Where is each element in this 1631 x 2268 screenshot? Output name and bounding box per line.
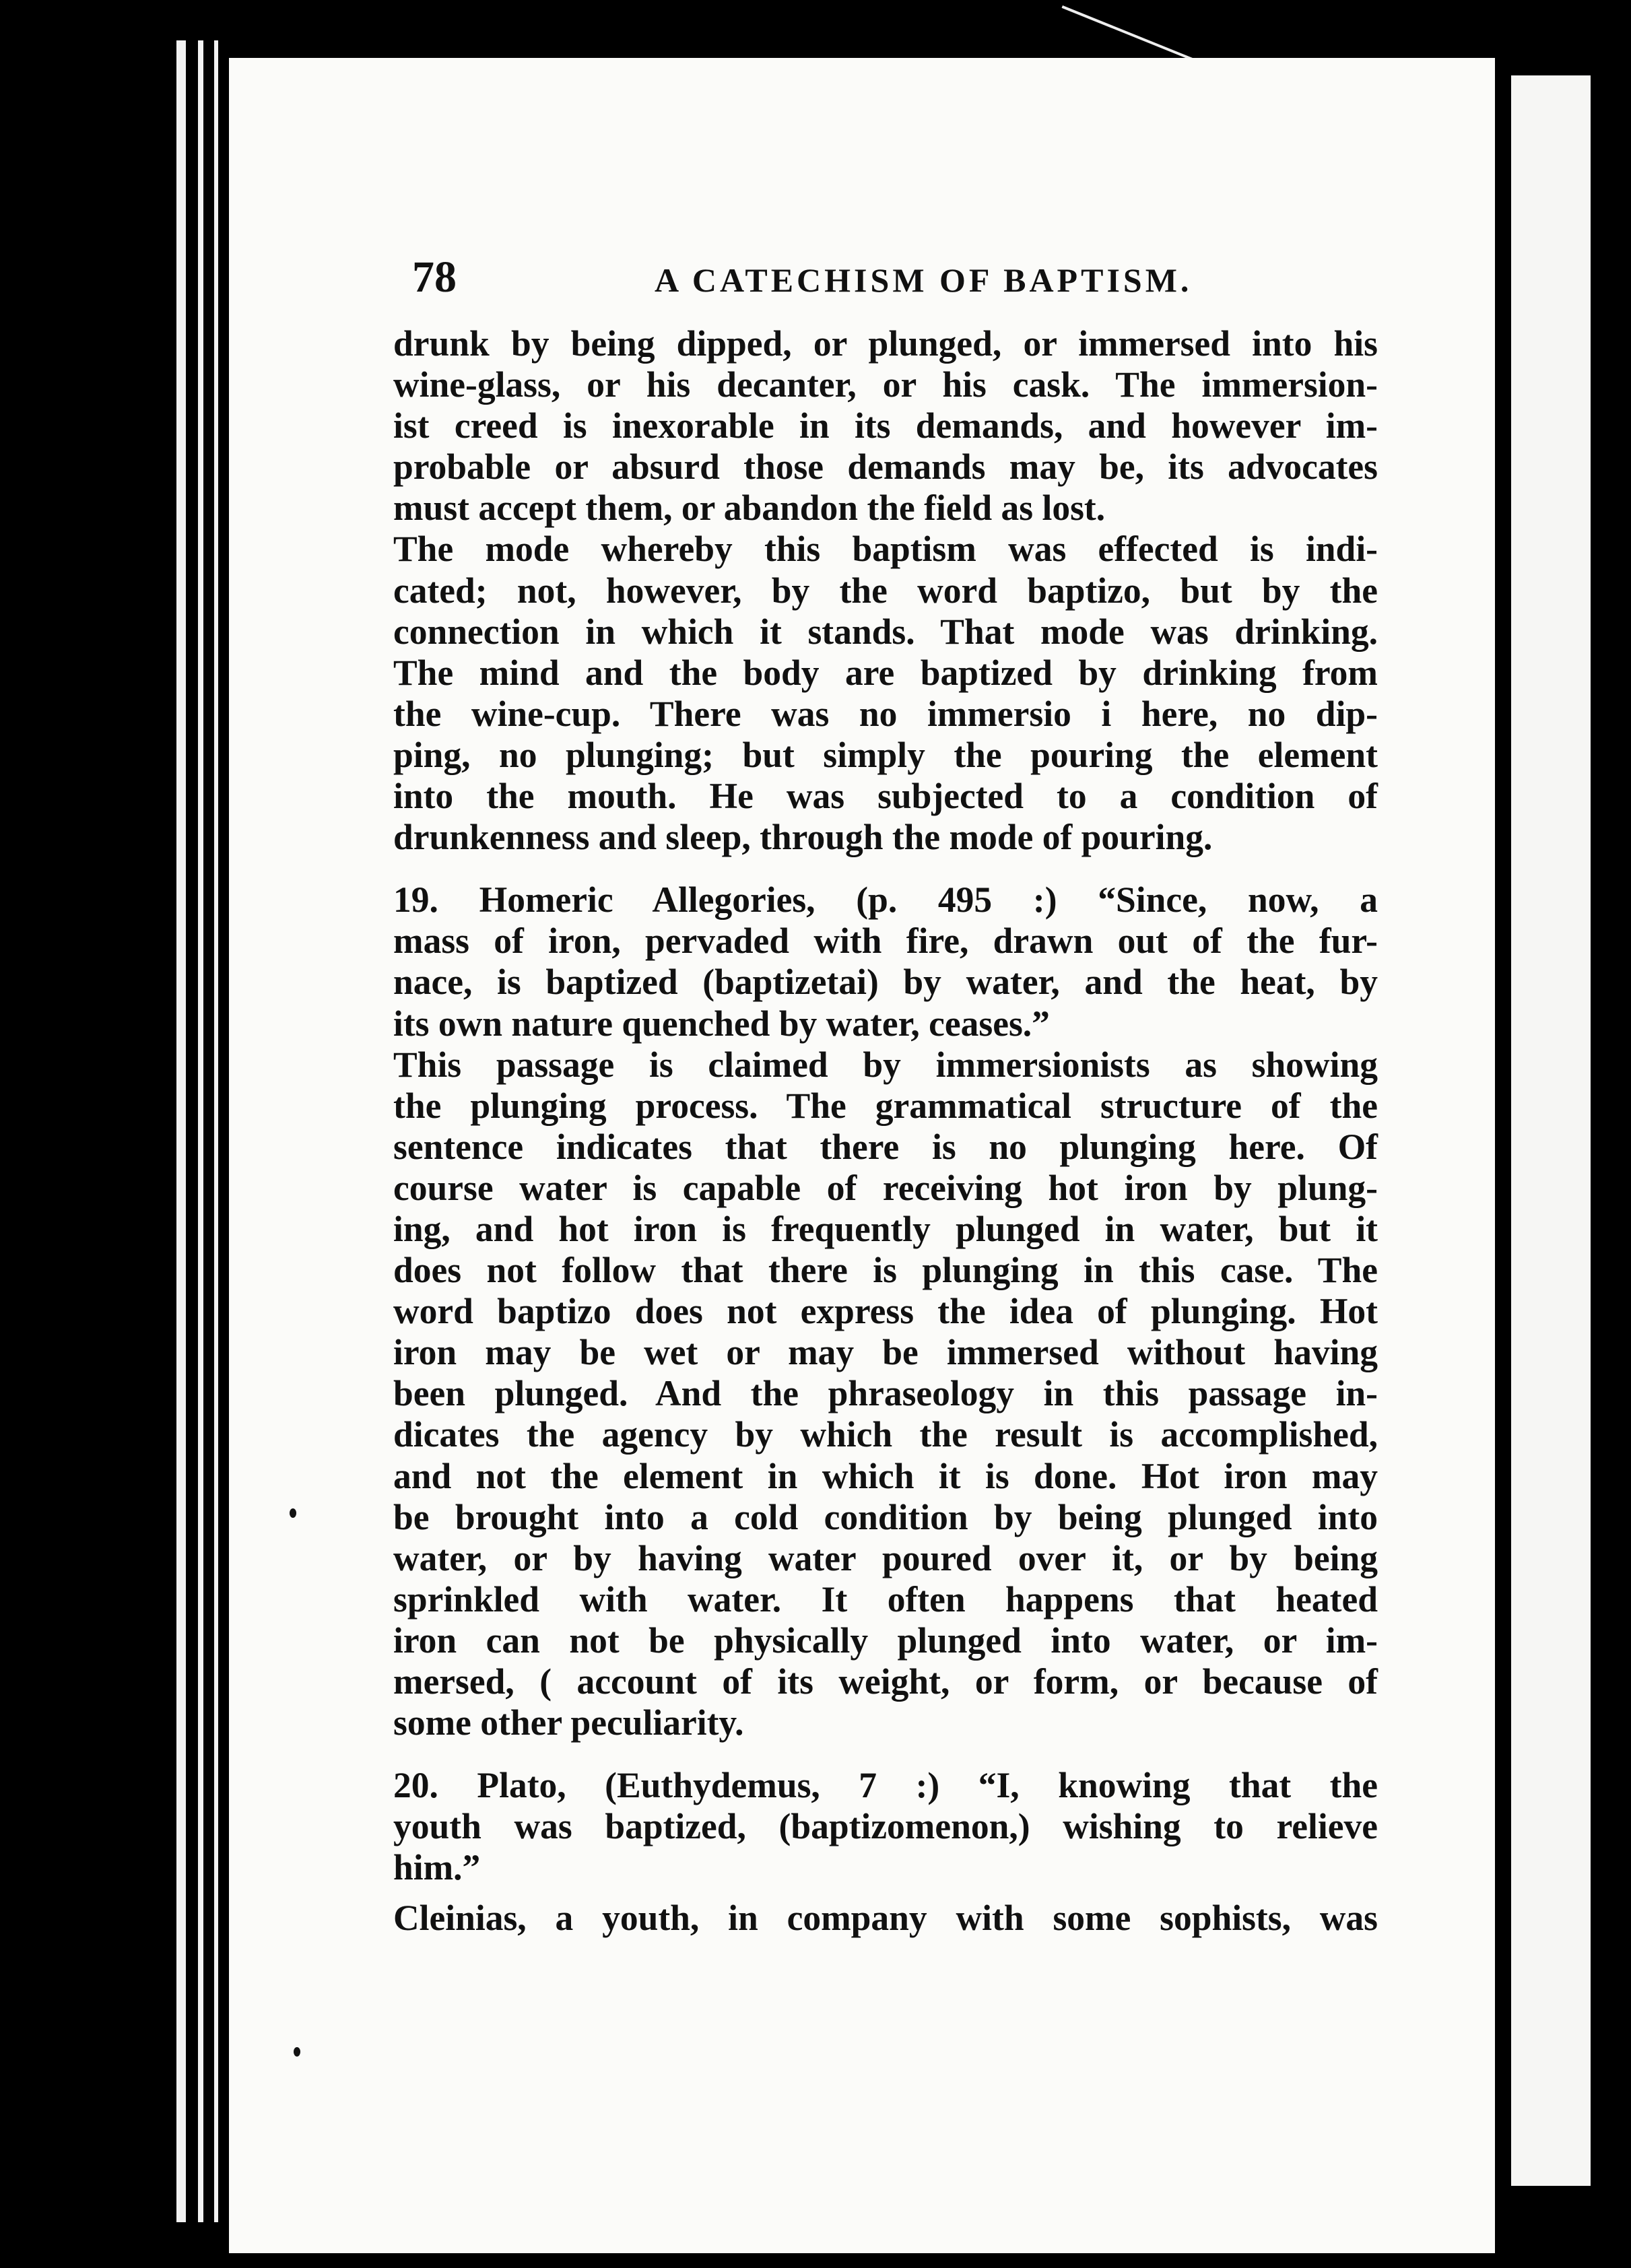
text-line: iron can not be physically plunged into water, or im- (393, 1620, 1378, 1661)
paragraph-gap (393, 1888, 1378, 1898)
text-line: him.” (393, 1847, 481, 1888)
text-line: sentence indicates that there is no plunging here. Of (393, 1126, 1378, 1167)
running-head-title: A CATECHISM OF BAPTISM. (655, 261, 1193, 299)
text-line: some other peculiarity. (393, 1702, 744, 1743)
text-line: nace, is baptized (baptizetai) by water, and the heat, by (393, 962, 1378, 1003)
text-line: probable or absurd those demands may be, its advocates (393, 446, 1378, 488)
text-line: mersed, ( account of its weight, or form, or because of (393, 1661, 1378, 1702)
text-line: sprinkled with water. It often happens that heated (393, 1578, 1378, 1620)
text-line: been plunged. And the phraseology in this passage in- (393, 1373, 1378, 1414)
paragraph (393, 1898, 1378, 1939)
text-line: 19. Homeric Allegories, (p. 495 :) “Since, now, a (393, 879, 1378, 921)
text-line: iron may be wet or may be immersed without having (393, 1332, 1378, 1373)
text-line: its own nature quenched by water, ceases.” (393, 1003, 1050, 1044)
paragraph-gap (393, 858, 1378, 879)
text-line: ist creed is inexorable in its demands, and however im- (393, 405, 1378, 446)
text-line: drunk by being dipped, or plunged, or immersed into his (393, 323, 1378, 364)
text-line: The mode whereby this baptism was effected is indi- (393, 529, 1378, 570)
text-line: 20. Plato, (Euthydemus, 7 :) “I, knowing that the (393, 1765, 1378, 1806)
scan-artifact-mark (1062, 5, 1200, 63)
text-line: ing, and hot iron is frequently plunged in water, but it (393, 1208, 1378, 1249)
book-edge-strip (214, 40, 218, 2222)
body-text (393, 323, 1378, 1939)
text-line: the plunging process. The grammatical structure of the (393, 1085, 1378, 1126)
ink-speck (294, 2047, 300, 2057)
running-head (412, 251, 1368, 304)
text-line: mass of iron, pervaded with fire, drawn out of the fur- (393, 921, 1378, 962)
text-line: into the mouth. He was subjected to a condition of (393, 776, 1378, 817)
paragraph (393, 1765, 1378, 1888)
text-line: must accept them, or abandon the field as lost. (393, 488, 1106, 529)
text-line: youth was baptized, (baptizomenon,) wishing to relieve (393, 1806, 1378, 1847)
text-line: connection in which it stands. That mode was drinking. (393, 611, 1378, 652)
text-line: course water is capable of receiving hot iron by plung- (393, 1167, 1378, 1208)
text-line: the wine-cup. There was no immersio i here, no dip- (393, 693, 1378, 734)
text-line: word baptizo does not express the idea of plunging. Hot (393, 1291, 1378, 1332)
paragraph-gap (393, 1743, 1378, 1765)
text-line: drunkenness and sleep, through the mode of pouring. (393, 817, 1213, 858)
ink-speck (290, 1508, 296, 1518)
text-line: and not the element in which it is done. Hot iron may (393, 1455, 1378, 1496)
page-number: 78 (412, 253, 457, 302)
text-line: The mind and the body are baptized by drinking from (393, 652, 1378, 693)
facing-page-sliver (1511, 75, 1591, 2186)
paragraph (393, 529, 1378, 858)
text-line: cated; not, however, by the word baptizo, but by the (393, 570, 1378, 611)
paragraph (393, 323, 1378, 529)
paragraph (393, 1044, 1378, 1744)
book-edge-strip (176, 40, 186, 2222)
book-edge-strip (198, 40, 203, 2222)
text-line: Cleinias, a youth, in company with some sophists, was (393, 1898, 1378, 1939)
text-line: water, or by having water poured over it, or by being (393, 1537, 1378, 1578)
text-line: ping, no plunging; but simply the pouring the element (393, 734, 1378, 775)
text-line: be brought into a cold condition by being plunged into (393, 1496, 1378, 1537)
text-line: This passage is claimed by immersionists as showing (393, 1044, 1378, 1085)
text-line: does not follow that there is plunging in this case. The (393, 1250, 1378, 1291)
paragraph (393, 879, 1378, 1044)
text-line: wine-glass, or his decanter, or his cask. The immersion- (393, 364, 1378, 405)
text-line: dicates the agency by which the result is accomplished, (393, 1414, 1378, 1455)
